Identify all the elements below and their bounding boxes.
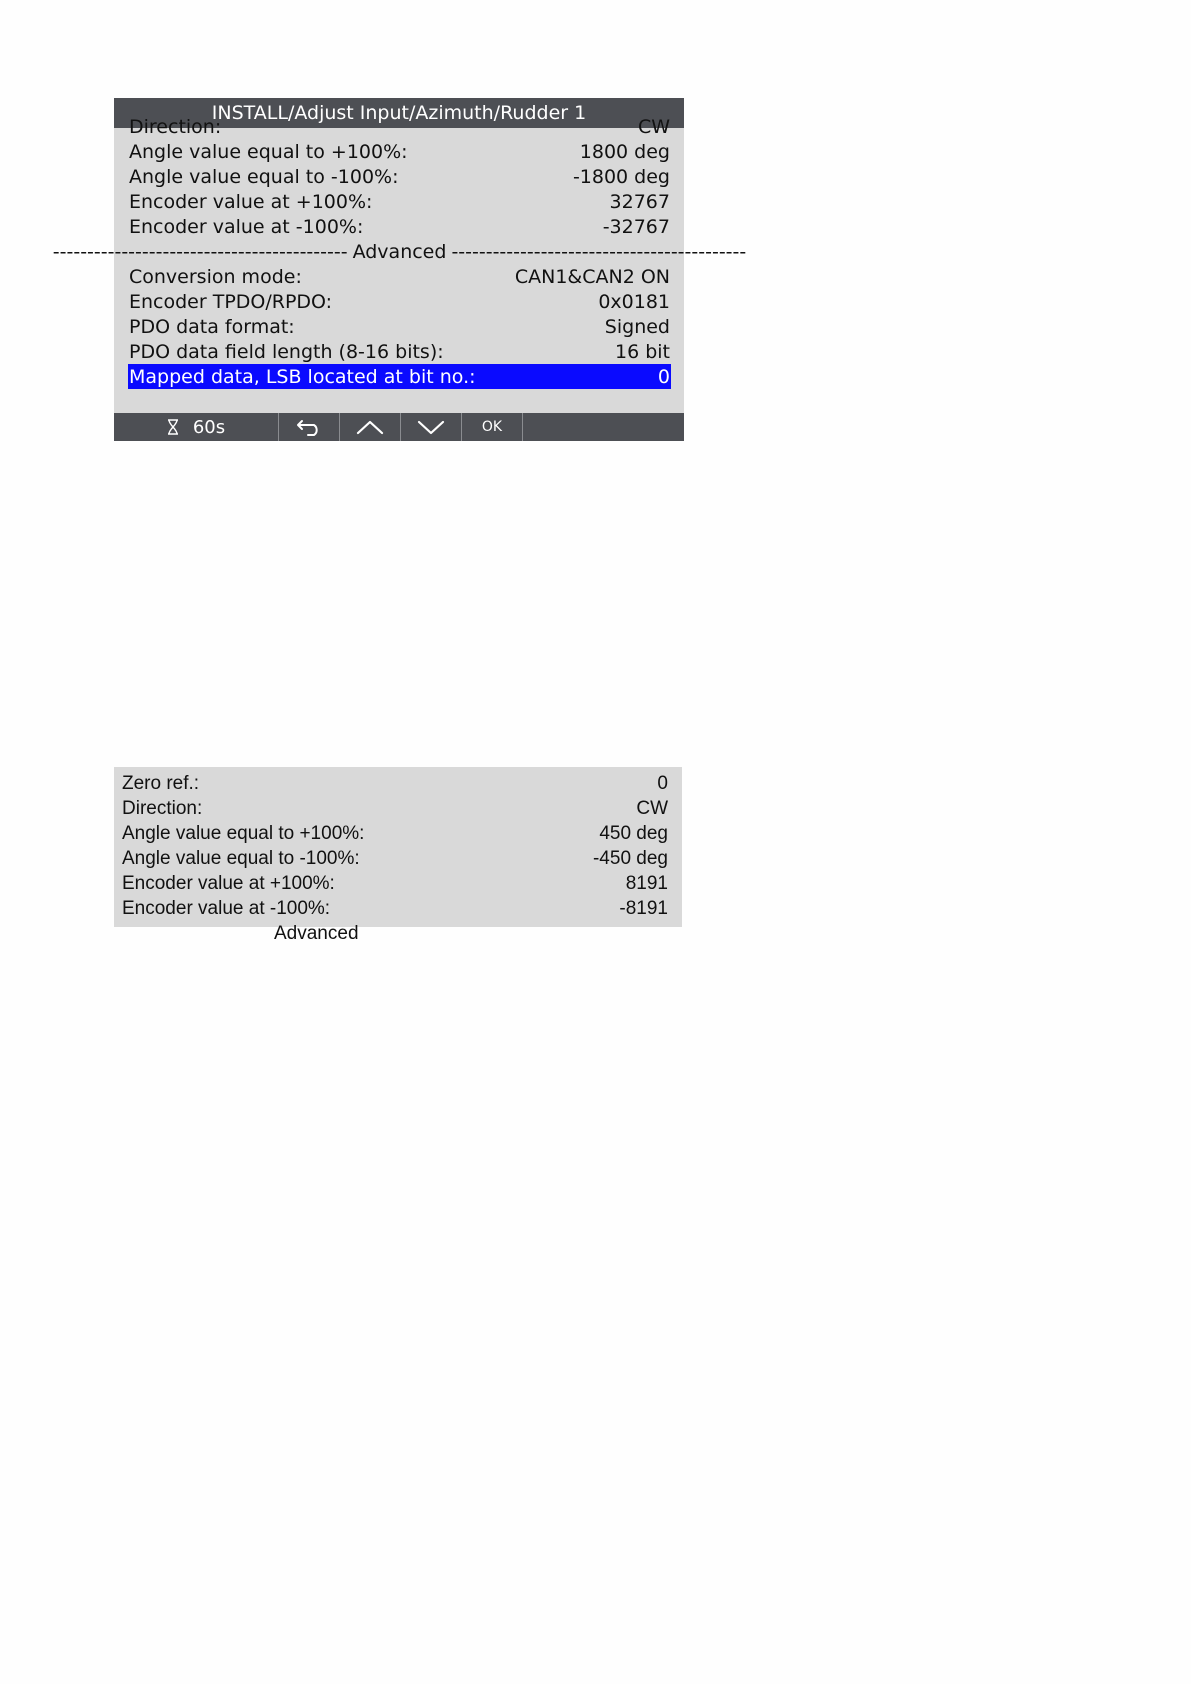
chevron-down-icon <box>417 419 445 435</box>
up-button[interactable] <box>340 413 401 441</box>
list-item[interactable] <box>128 164 671 189</box>
row-value: 32767 <box>609 190 670 213</box>
row-value: Signed <box>604 315 670 338</box>
row-value: CW <box>636 797 668 819</box>
screen-title: INSTALL/Adjust Input/Azimuth/Rudder 1 <box>114 98 684 128</box>
row-label: Encoder value at +100%: <box>122 872 335 894</box>
row-label: Angle value equal to +100%: <box>129 140 408 163</box>
separator-line-left: ------------------------------------------- <box>52 240 348 263</box>
row-label: Encoder value at -100%: <box>122 897 331 919</box>
row-label: Encoder TPDO/RPDO: <box>129 290 333 313</box>
row-label: Encoder value at -100%: <box>129 215 364 238</box>
settings-screen-partial <box>114 767 682 944</box>
row-label: Encoder value at +100%: <box>129 190 373 213</box>
hourglass-icon <box>167 419 179 435</box>
list-item[interactable] <box>128 289 671 314</box>
list-item[interactable] <box>122 821 668 846</box>
ok-button[interactable]: OK <box>462 413 523 441</box>
row-label: Direction: <box>122 797 203 819</box>
list-item[interactable] <box>122 796 668 821</box>
down-button[interactable] <box>401 413 462 441</box>
back-arrow-icon <box>296 418 322 436</box>
row-label: Conversion mode: <box>129 265 302 288</box>
row-value: CAN1&CAN2 ON <box>514 265 670 288</box>
advanced-separator-partial: Advanced <box>274 923 359 944</box>
row-value: 450 deg <box>599 822 668 844</box>
separator-label: Advanced <box>352 240 447 263</box>
chevron-up-icon <box>356 419 384 435</box>
softkey-bar <box>114 413 684 441</box>
list-item[interactable] <box>122 896 668 921</box>
settings-list[interactable] <box>114 767 682 944</box>
list-item[interactable] <box>128 264 671 289</box>
row-value: -1800 deg <box>572 165 670 188</box>
row-value: -32767 <box>602 215 670 238</box>
row-label: Direction: <box>129 115 222 138</box>
timeout-indicator <box>114 413 279 441</box>
softkey-empty <box>523 413 684 441</box>
list-item[interactable] <box>128 189 671 214</box>
timeout-value: 60s <box>192 416 226 438</box>
row-label: PDO data format: <box>129 315 295 338</box>
row-value: -8191 <box>619 897 668 919</box>
separator-line-right: ------------------------------------------- <box>451 240 747 263</box>
list-item-direction-partial[interactable] <box>128 114 671 139</box>
settings-screen-rudder <box>52 98 747 441</box>
row-label: Angle value equal to -100%: <box>129 165 399 188</box>
back-button[interactable] <box>279 413 340 441</box>
row-value: -450 deg <box>592 847 668 869</box>
list-item[interactable] <box>122 871 668 896</box>
row-value: 0 <box>657 772 668 794</box>
row-value: 0x0181 <box>598 290 670 313</box>
row-label: Angle value equal to +100%: <box>122 822 365 844</box>
row-label: Mapped data, LSB located at bit no.: <box>129 365 476 388</box>
list-item[interactable] <box>122 846 668 871</box>
list-item[interactable] <box>128 214 671 239</box>
advanced-separator <box>52 239 747 264</box>
row-value: 16 bit <box>614 340 670 363</box>
row-value: 1800 deg <box>579 140 670 163</box>
list-item[interactable] <box>128 339 671 364</box>
row-value: CW <box>637 115 670 138</box>
list-item[interactable] <box>128 139 671 164</box>
list-item[interactable] <box>122 771 668 796</box>
list-item-selected[interactable] <box>128 364 671 389</box>
row-label: Zero ref.: <box>122 772 200 794</box>
row-label: Angle value equal to -100%: <box>122 847 360 869</box>
settings-list[interactable] <box>52 115 747 411</box>
list-item[interactable] <box>128 314 671 339</box>
row-value: 0 <box>657 365 670 388</box>
row-label: PDO data field length (8-16 bits): <box>129 340 444 363</box>
row-value: 8191 <box>625 872 668 894</box>
